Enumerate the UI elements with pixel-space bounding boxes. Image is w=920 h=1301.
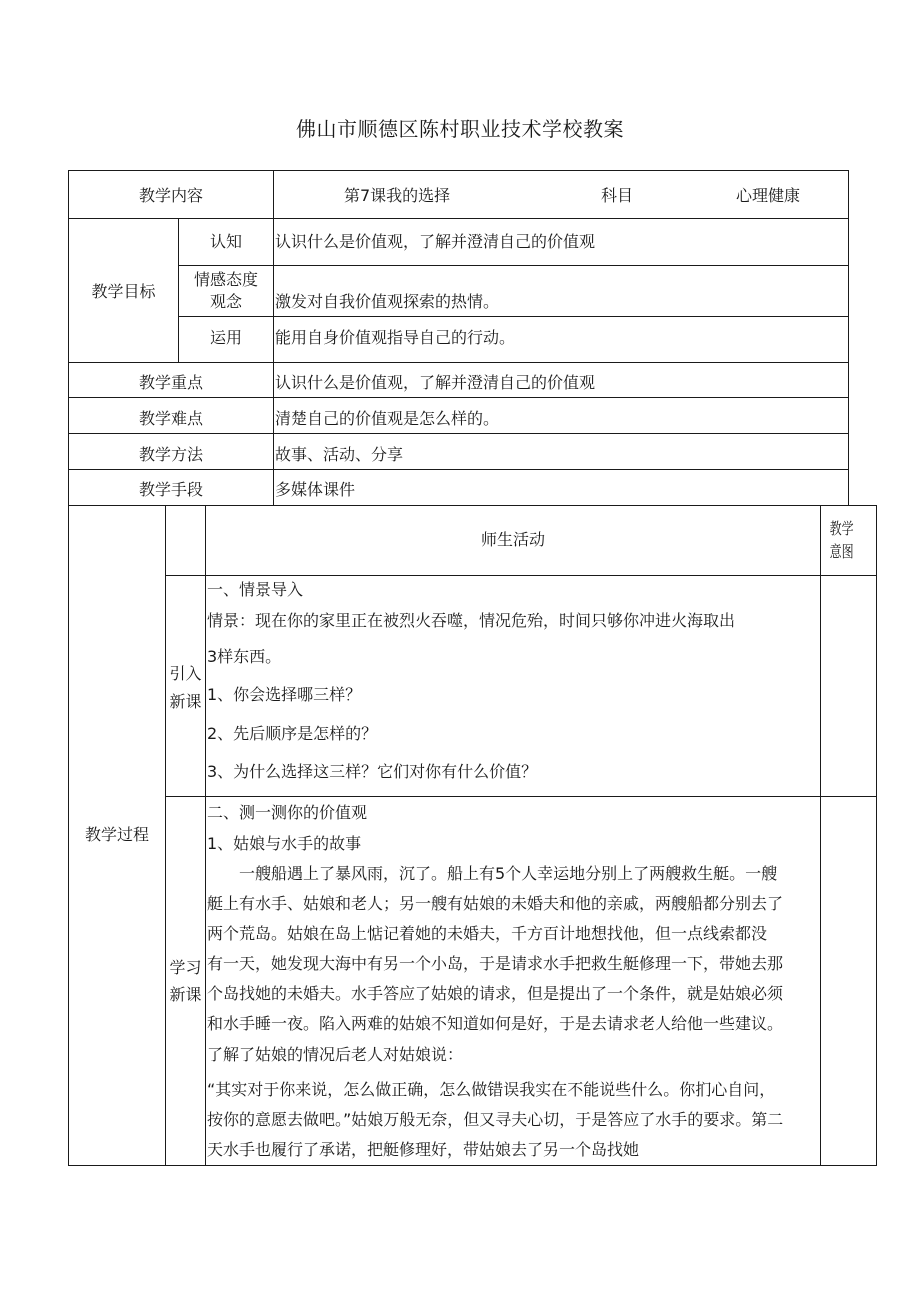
table-border-left <box>68 170 69 1166</box>
intro-line: 1、你会选择哪三样？ <box>207 685 362 704</box>
col-line <box>205 505 206 1166</box>
story-line: 一艘船遇上了暴风雨，沉了。船上有5个人幸运地分别上了两艘救生艇。一艘 <box>239 864 778 883</box>
intro-line: 2、先后顺序是怎样的？ <box>207 724 378 743</box>
intro-line: 3、为什么选择这三样？它们对你有什么价值？ <box>207 762 538 781</box>
row-line <box>178 316 849 317</box>
intent-header-line2: 意图 <box>829 542 854 561</box>
col-line <box>273 170 274 506</box>
table-border-top <box>68 170 849 171</box>
story-line: 和水手睡一夜。陷入两难的姑娘不知道如何是好，于是去请求老人给他一些建议。 <box>207 1014 784 1033</box>
objective-type-attitude-line2: 观念 <box>209 292 242 311</box>
intro-line: 3样东西。 <box>207 647 282 666</box>
story-line: 有一天，她发现大海中有另一个小岛，于是请求水手把救生艇修理一下，带她去那 <box>207 954 784 973</box>
row-line <box>68 469 849 470</box>
page-title: 佛山市顺德区陈村职业技术学校教案 <box>296 117 624 141</box>
row-line <box>68 433 849 434</box>
objective-type-cognition: 认知 <box>209 232 242 251</box>
story-line: “其实对于你来说，怎么做正确，怎么做错误我实在不能说些什么。你扪心自问， <box>207 1080 776 1099</box>
objective-type-application: 运用 <box>209 328 242 347</box>
row-line <box>165 796 877 797</box>
methods-value: 故事、活动、分享 <box>275 445 404 464</box>
study-stage-line2: 新课 <box>169 985 202 1004</box>
row-line <box>165 575 877 576</box>
key-points-label: 教学重点 <box>138 373 203 392</box>
key-points-value: 认识什么是价值观，了解并澄清自己的价值观 <box>275 373 596 392</box>
intro-stage-line2: 新课 <box>169 692 202 711</box>
subject-label: 科目 <box>601 186 634 205</box>
row-line <box>68 397 849 398</box>
story-line: 个岛找她的未婚夫。水手答应了姑娘的请求，但是提出了一个条件，就是姑娘必须 <box>207 984 784 1003</box>
intro-line: 一、情景导入 <box>207 580 304 599</box>
intro-stage-line1: 引入 <box>169 664 202 683</box>
objectives-label: 教学目标 <box>91 282 156 301</box>
process-label: 教学过程 <box>84 825 149 844</box>
table-border-right <box>848 170 849 506</box>
row-line <box>68 218 849 219</box>
lesson-title: 第7课我的选择 <box>344 186 451 205</box>
table-border-bottom <box>68 1165 877 1166</box>
col-line <box>165 505 166 1166</box>
story-line: 天水手也履行了承诺，把艇修理好，带姑娘去了另一个岛找她 <box>207 1140 640 1159</box>
content-label: 教学内容 <box>138 186 203 205</box>
activities-header: 师生活动 <box>480 530 545 549</box>
story-line: 两个荒岛。姑娘在岛上惦记着她的未婚夫，千方百计地想找他，但一点线索都没 <box>207 924 768 943</box>
story-line: 艇上有水手、姑娘和老人；另一艘有姑娘的未婚夫和他的亲戚，两艘船都分别去了 <box>207 894 784 913</box>
objective-text-attitude: 激发对自我价值观探索的热情。 <box>275 292 500 311</box>
objective-type-attitude-line1: 情感态度 <box>193 270 258 289</box>
objective-text-application: 能用自身价值观指导自己的行动。 <box>275 328 516 347</box>
study-stage-line1: 学习 <box>169 958 202 977</box>
subject-value: 心理健康 <box>736 186 801 205</box>
story-line: 按你的意愿去做吧。”姑娘万般无奈，但又寻夫心切，于是答应了水手的要求。第二 <box>207 1110 784 1129</box>
difficulties-label: 教学难点 <box>138 409 203 428</box>
means-value: 多媒体课件 <box>275 480 356 499</box>
study-subheading: 1、姑娘与水手的故事 <box>207 834 362 853</box>
intent-header-line1: 教学 <box>829 519 854 538</box>
col-line <box>820 505 821 1166</box>
row-line <box>68 362 849 363</box>
methods-label: 教学方法 <box>138 445 203 464</box>
study-heading: 二、测一测你的价值观 <box>207 803 368 822</box>
table-border-right-lower <box>876 505 877 1166</box>
difficulties-value: 清楚自己的价值观是怎么样的。 <box>275 409 500 428</box>
objective-text-cognition: 认识什么是价值观，了解并澄清自己的价值观 <box>275 232 596 251</box>
intro-line: 情景：现在你的家里正在被烈火吞噬，情况危殆，时间只够你冲进火海取出 <box>207 611 736 630</box>
means-label: 教学手段 <box>138 480 203 499</box>
story-line: 了解了姑娘的情况后老人对姑娘说： <box>207 1045 464 1064</box>
row-line <box>68 505 877 506</box>
row-line <box>178 265 849 266</box>
